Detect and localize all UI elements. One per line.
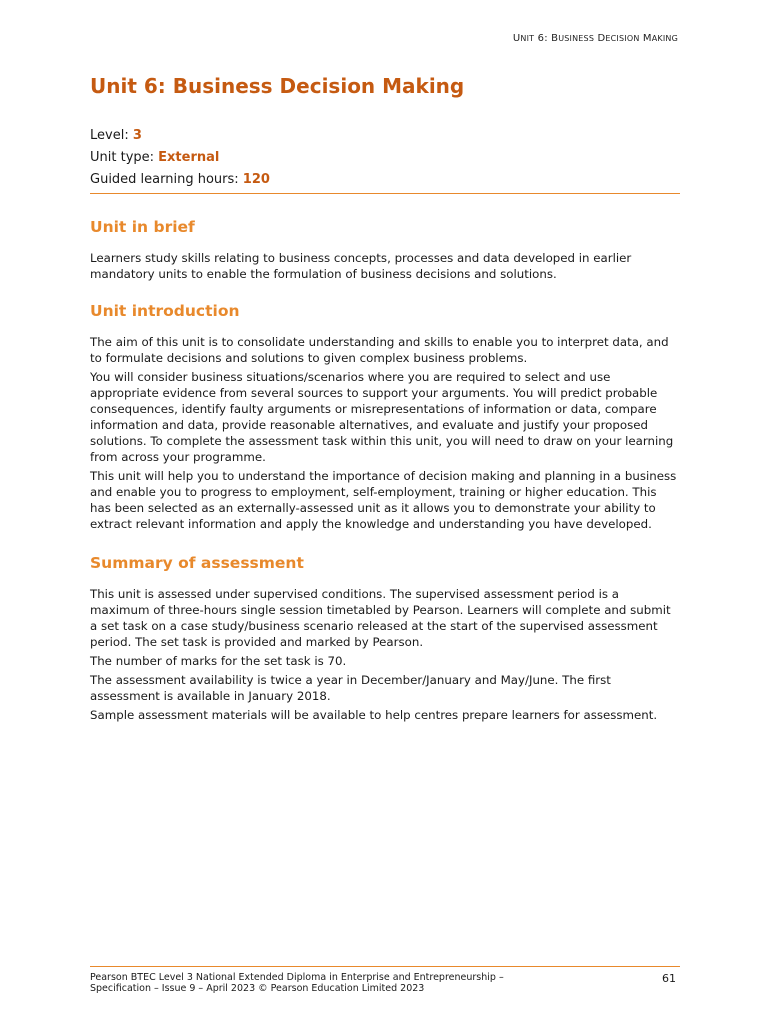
level-row — [90, 125, 680, 147]
unit-introduction-heading: Unit introduction — [90, 302, 240, 320]
page-footer — [90, 966, 680, 994]
unit-introduction-paragraph: You will consider business situations/scenarios where you are required to select and use appropriate evidence from several sources to support your arguments. You will predict probable consequences, identify faulty arguments or misrepresentations of information or data, compare information and data, provide reasonable alternatives, and evaluate and justify your proposed solutions. To complete the assessment task within this unit, you will need to draw on your learning from across your programme. — [90, 370, 674, 464]
running-header-part: USINESS — [558, 34, 595, 43]
page-title: Unit 6: Business Decision Making — [90, 74, 465, 98]
level-value: 3 — [132, 128, 142, 143]
unit-type-label: Unit type: — [90, 150, 159, 165]
unit-meta — [90, 125, 680, 194]
running-header-part: U — [512, 33, 521, 44]
unit-in-brief-paragraph: Learners study skills relating to business concepts, processes and data developed in earlier mandatory units to enable the formulation of business decisions and solutions. — [90, 251, 632, 281]
summary-of-assessment-heading: Summary of assessment — [90, 554, 304, 572]
guided-hours-label: Guided learning hours: — [90, 172, 243, 187]
running-header-part: AKING — [651, 34, 678, 43]
footer-line: Specification – Issue 9 – April 2023 © Pearson Education Limited 2023 — [90, 983, 425, 994]
running-header-part: ECISION — [605, 34, 640, 43]
unit-introduction-paragraph: This unit will help you to understand the importance of decision making and planning in a business and enable you to progress to employment, self-employment, training or higher education. This has been selected as an externally-assessed unit as it allows you to demonstrate your ability to extract relevant information and apply the knowledge and understanding you have developed. — [90, 469, 677, 531]
running-header — [513, 33, 678, 44]
summary-paragraph: The assessment availability is twice a year in December/January and May/June. The first assessment is available in January 2018. — [90, 673, 611, 703]
guided-hours-value: 120 — [242, 172, 270, 187]
footer-line: Pearson BTEC Level 3 National Extended Diploma in Enterprise and Entrepreneurship – — [90, 972, 504, 983]
running-header-part: M — [639, 33, 652, 44]
page-content — [90, 72, 680, 723]
running-header-part: D — [594, 33, 606, 44]
unit-in-brief-heading: Unit in brief — [90, 218, 195, 236]
unit-type-row — [90, 147, 680, 169]
summary-paragraph: This unit is assessed under supervised conditions. The supervised assessment period is a maximum of three-hours single session timetabled by Pearson. Learners will complete and submit a set task on a case study/business scenario released at the start of the supervised assessment period. The set task is provided and marked by Pearson. — [90, 587, 671, 649]
summary-paragraph: The number of marks for the set task is 70. — [90, 654, 347, 668]
summary-paragraph: Sample assessment materials will be available to help centres prepare learners for assessment. — [90, 708, 658, 722]
running-header-part: NIT — [520, 34, 535, 43]
running-header-part: 6: B — [534, 33, 559, 44]
level-label: Level: — [90, 128, 133, 143]
page-number: 61 — [662, 972, 676, 985]
footer-text — [90, 972, 590, 994]
guided-hours-row — [90, 169, 680, 191]
unit-introduction-paragraph: The aim of this unit is to consolidate understanding and skills to enable you to interpret data, and to formulate decisions and solutions to given complex business problems. — [90, 335, 669, 365]
unit-type-value: External — [158, 150, 220, 165]
